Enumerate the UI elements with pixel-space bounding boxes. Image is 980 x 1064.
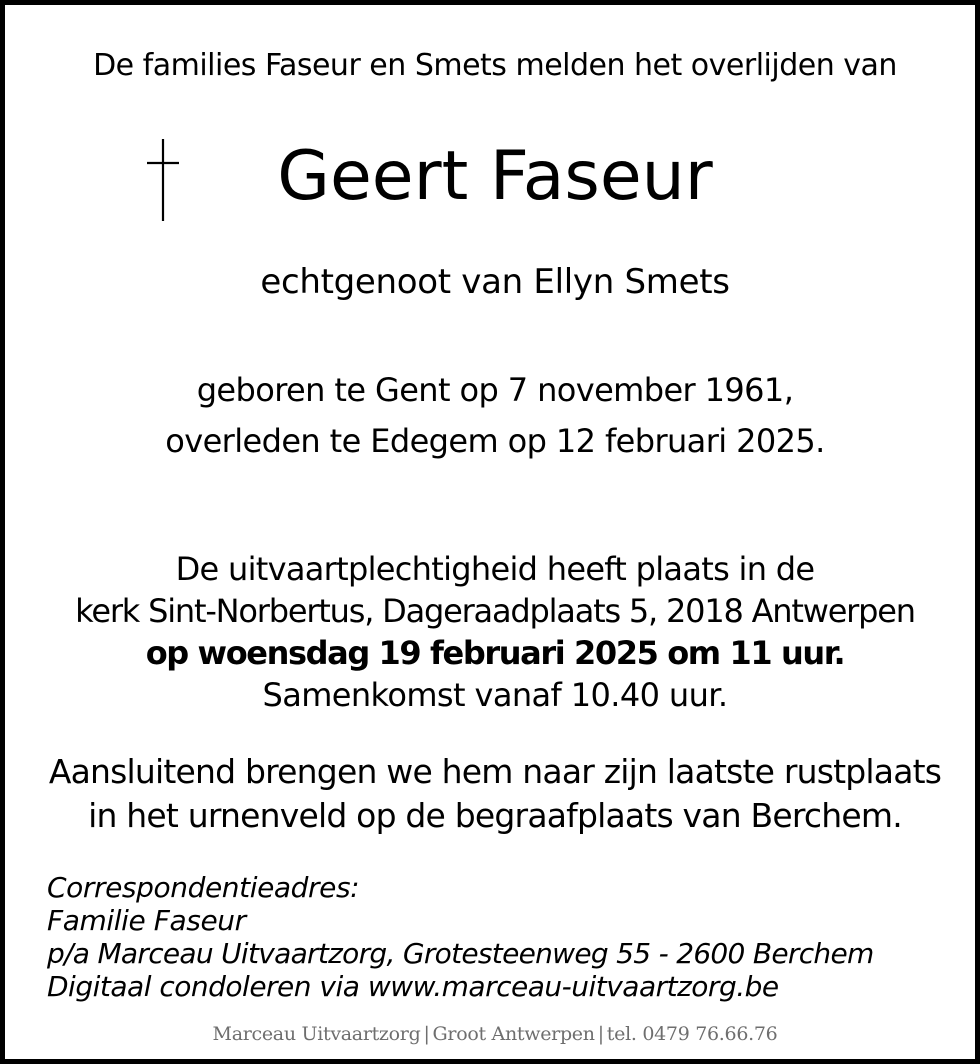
service-date-line: op woensdag 19 februari 2025 om 11 uur. bbox=[145, 634, 845, 672]
footer-company: Marceau Uitvaartzorg bbox=[212, 1023, 421, 1045]
footer-separator: | bbox=[423, 1023, 430, 1045]
service-line-2: kerk Sint-Norbertus, Dageraadplaats 5, 2018 Antwerpen bbox=[75, 592, 915, 630]
birth-line: geboren te Gent op 7 november 1961, bbox=[196, 371, 794, 409]
footer-region: Groot Antwerpen bbox=[432, 1023, 595, 1045]
service-gathering-line: Samenkomst vanaf 10.40 uur. bbox=[262, 676, 728, 714]
correspondence-heading: Correspondentieadres: bbox=[47, 871, 360, 904]
correspondence-address: p/a Marceau Uitvaartzorg, Grotesteenweg 55 - 2600 Berchem bbox=[47, 937, 874, 970]
spouse-line: echtgenoot van Ellyn Smets bbox=[260, 262, 730, 302]
deceased-name: Geert Faseur bbox=[277, 137, 713, 216]
burial-line-2: in het urnenveld op de begraafplaats van Berchem. bbox=[88, 796, 902, 835]
correspondence-family: Familie Faseur bbox=[47, 904, 246, 937]
burial-line-1: Aansluitend brengen we hem naar zijn laatste rustplaats bbox=[48, 752, 942, 791]
condolence-website-line: Digitaal condoleren via www.marceau-uitvaartzorg.be bbox=[47, 970, 779, 1003]
service-line-1: De uitvaartplechtigheid heeft plaats in de bbox=[175, 550, 815, 588]
footer-separator: | bbox=[597, 1023, 604, 1045]
death-line: overleden te Edegem op 12 februari 2025. bbox=[165, 422, 825, 460]
footer bbox=[5, 1023, 980, 1045]
footer-phone: tel. 0479 76.66.76 bbox=[606, 1023, 778, 1045]
announcement-intro: De families Faseur en Smets melden het overlijden van bbox=[93, 48, 897, 83]
